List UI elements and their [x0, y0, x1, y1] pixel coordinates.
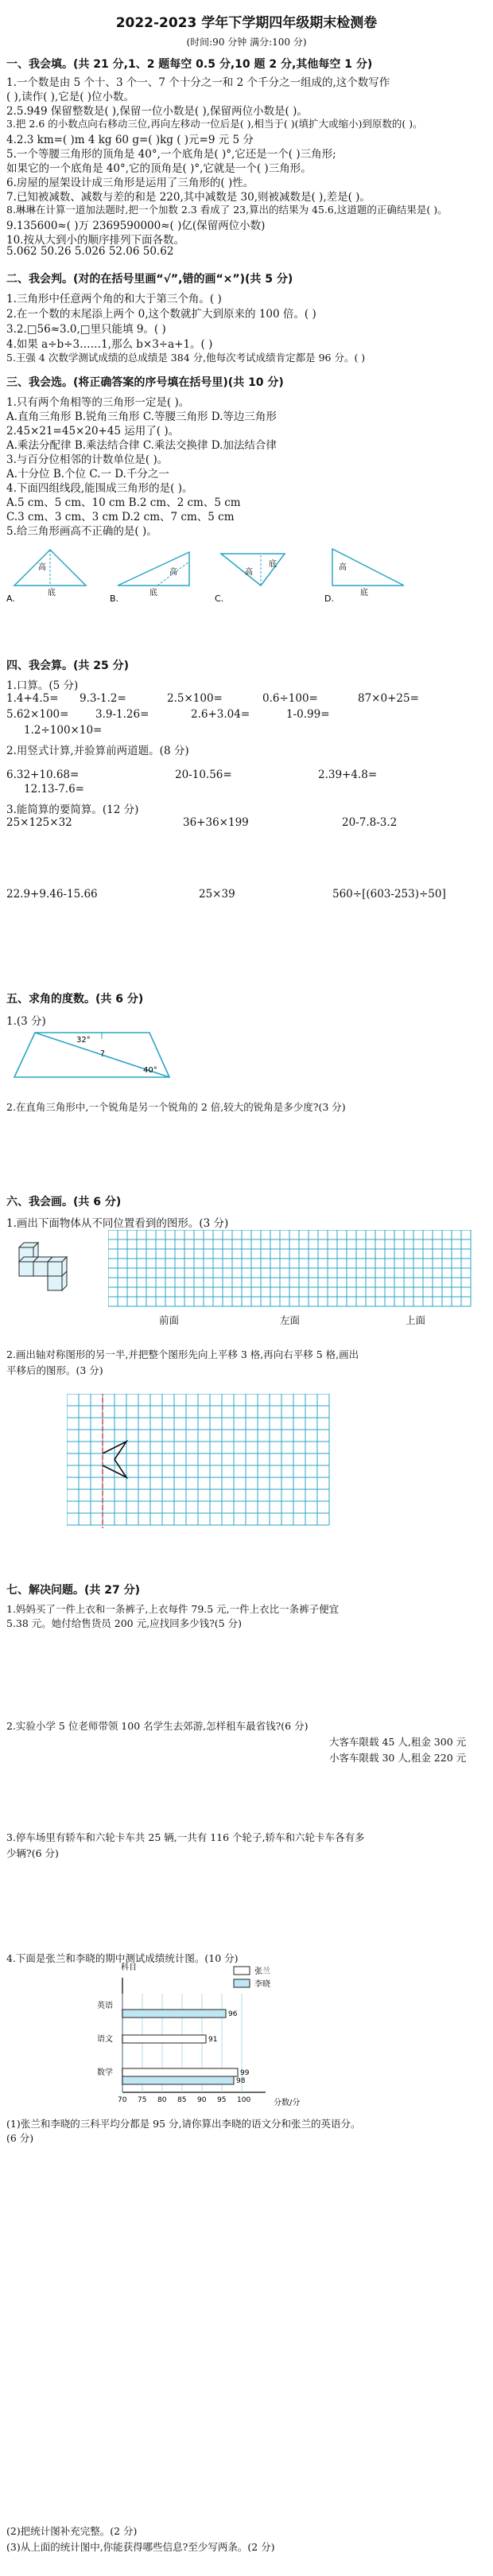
s7-q4-2: (2)把统计图补充完整。(2 分) — [6, 2525, 138, 2537]
chart-bar — [122, 2068, 238, 2076]
oral-item: 2.6+3.04= — [191, 708, 250, 721]
section-6-heading: 六、我会画。(共 6 分) — [6, 1196, 122, 1208]
chart-category-label: 数学 — [97, 2068, 113, 2077]
s1-line: 2.5.949 保留整数是( ),保留一位小数是( ),保留两位小数是( )。 — [6, 105, 308, 118]
s1-line: 1.一个数是由 5 个十、3 个一、7 个十分之一和 2 个千分之一组成的,这个数写作 — [6, 76, 390, 89]
tri-base-label: 底 — [360, 589, 368, 597]
chart-tick-label: 75 — [138, 2096, 147, 2104]
s3-line: A.直角三角形 B.锐角三角形 C.等腰三角形 D.等边三角形 — [6, 411, 277, 423]
view-label-left: 左面 — [280, 1314, 301, 1326]
s3-line: A.乘法分配律 B.乘法结合律 C.乘法交换律 D.加法结合律 — [6, 439, 277, 452]
view-label-front: 前面 — [159, 1314, 180, 1326]
simplify-item: 25×39 — [199, 888, 235, 901]
s3-line: 3.与百分位相邻的计数单位是( )。 — [6, 453, 169, 466]
s7-q4-1-line1: (1)张兰和李晓的三科平均分都是 95 分,请你算出李晓的语文分和张兰的英语分。 — [6, 2118, 361, 2130]
angle-label-unknown: ? — [100, 1049, 105, 1059]
chart-tick-label: 90 — [197, 2096, 207, 2104]
s3-line: A.十分位 B.个位 C.一 D.千分之一 — [6, 468, 169, 481]
s7-q4: 4.下面是张兰和李晓的期中测试成绩统计图。(10 分) — [6, 1952, 239, 1964]
s4-vertical-title: 2.用竖式计算,并验算前两道题。(8 分) — [6, 745, 189, 757]
s7-q1-line1: 1.妈妈买了一件上衣和一条裤子,上衣每件 79.5 元,一件上衣比一条裤子便宜 — [6, 1603, 340, 1615]
s6-q2-line2: 平移后的图形。(3 分) — [6, 1364, 103, 1376]
tri-high-label: 高 — [245, 568, 253, 577]
vertical-item: 2.39+4.8= — [318, 769, 378, 781]
s4-oral-title: 1.口算。(5 分) — [6, 679, 79, 692]
angle-figure — [6, 1028, 181, 1084]
section-3-heading: 三、我会选。(将正确答案的序号填在括号里)(共 10 分) — [6, 376, 284, 389]
vertical-item: 6.32+10.68= — [6, 769, 80, 781]
oral-item: 1.4+4.5= — [6, 692, 59, 705]
s7-q4-1-line2: (6 分) — [6, 2132, 34, 2144]
tri-base-label: 底 — [48, 589, 56, 597]
s2-line: 3.2.□56≈3.0,□里只能填 9。( ) — [6, 323, 166, 336]
vertical-item: 20-10.56= — [175, 769, 232, 781]
view-drawing-grid — [108, 1230, 482, 1309]
chart-tick-label: 100 — [237, 2096, 251, 2104]
oral-item: 9.3-1.2= — [80, 692, 126, 705]
s3-line: A.5 cm、5 cm、10 cm B.2 cm、2 cm、5 cm — [6, 496, 241, 509]
triangle-a — [6, 550, 86, 603]
chart-x-axis-label: 分数/分 — [274, 2099, 301, 2107]
page-subtitle: (时间:90 分钟 满分:100 分) — [186, 37, 307, 48]
chart-tick-label: 70 — [118, 2096, 127, 2104]
chart-y-axis-label: 科目 — [121, 1963, 137, 1972]
chart-data-label: 96 — [228, 2010, 238, 2018]
chart-tick-label: 95 — [217, 2096, 227, 2104]
chart-tick-label: 80 — [157, 2096, 167, 2104]
triangle-b — [110, 552, 189, 603]
section-7-heading: 七、解决问题。(共 27 分) — [6, 1584, 141, 1597]
s4-simplify-title: 3.能简算的要简算。(12 分) — [6, 804, 139, 816]
simplify-item: 22.9+9.46-15.66 — [6, 888, 98, 901]
s1-line: 5.一个等腰三角形的顶角是 40°,一个底角是( )°,它还是一个( )三角形; — [6, 148, 336, 161]
oral-item: 0.6÷100= — [262, 692, 318, 705]
symmetry-grid — [67, 1394, 337, 1529]
triangle-options — [6, 538, 468, 603]
cube-stack — [11, 1239, 99, 1295]
chart-data-label: 99 — [240, 2069, 250, 2077]
s7-q2-small-bus: 小客车限载 30 人,租金 220 元 — [329, 1752, 467, 1764]
chart-bar — [122, 2010, 226, 2018]
tri-high-label: 高 — [38, 563, 46, 572]
oral-item: 87×0+25= — [358, 692, 419, 705]
s3-line: 1.只有两个角相等的三角形一定是( )。 — [6, 396, 190, 409]
simplify-item: 20-7.8-3.2 — [342, 816, 398, 829]
section-5-heading: 五、求角的度数。(共 6 分) — [6, 993, 144, 1006]
oral-item: 1.2÷100×10= — [24, 724, 103, 737]
oral-item: 5.62×100= — [6, 708, 69, 721]
s7-q2-big-bus: 大客车限载 45 人,租金 300 元 — [329, 1736, 467, 1748]
chart-tick-label: 85 — [177, 2096, 187, 2104]
simplify-item: 560÷[(603-253)÷50] — [332, 888, 446, 901]
s1-line: 5.062 50.26 5.026 52.06 50.62 — [6, 245, 174, 258]
s1-line: 10.按从大到小的顺序排列下面各数。 — [6, 234, 184, 247]
s1-line: ( ),读作( ),它是( )位小数。 — [6, 91, 135, 103]
triangle-d — [324, 549, 404, 603]
oral-item: 2.5×100= — [167, 692, 223, 705]
legend-label-zhanglan: 张兰 — [254, 1967, 270, 1976]
s7-q4-3: (3)从上面的统计图中,你能获得哪些信息?至少写两条。(2 分) — [6, 2541, 275, 2553]
legend-label-lixiao: 李晓 — [254, 1980, 270, 1989]
s7-q3-line2: 少辆?(6 分) — [6, 1847, 59, 1859]
s5-q1: 1.(3 分) — [6, 1015, 46, 1028]
tri-option-label: A. — [6, 593, 15, 603]
simplify-item: 25×125×32 — [6, 816, 72, 829]
tri-base-label: 底 — [149, 589, 157, 597]
chart-data-label: 98 — [236, 2077, 246, 2085]
s7-q2: 2.实验小学 5 位老师带领 100 名学生去郊游,怎样租车最省钱?(6 分) — [6, 1720, 309, 1732]
s2-line: 1.三角形中任意两个角的和大于第三个角。( ) — [6, 293, 222, 305]
s1-line: 8.琳琳在计算一道加法题时,把一个加数 2.3 看成了 23,算出的结果为 45.6,这道题的正确结果是( )。 — [6, 204, 448, 216]
legend-swatch-zhanglan — [234, 1967, 250, 1975]
chart-bar — [122, 2035, 206, 2043]
s1-line: 7.已知被减数、减数与差的和是 220,其中减数是 30,则被减数是( ),差是( )。 — [6, 191, 371, 204]
angle-label-40: 40° — [143, 1066, 157, 1075]
section-4-heading: 四、我会算。(共 25 分) — [6, 660, 130, 672]
s2-line: 5.王强 4 次数学测试成绩的总成绩是 384 分,他每次考试成绩肯定都是 96 分。( ) — [6, 352, 366, 364]
s7-q1-line2: 5.38 元。她付给售货员 200 元,应找回多少钱?(5 分) — [6, 1617, 242, 1629]
oral-item: 1-0.99= — [286, 708, 330, 721]
s1-line: 9.135600≈( )万 2369590000≈( )亿(保留两位小数) — [6, 220, 266, 232]
s2-line: 2.在一个数的末尾添上两个 0,这个数就扩大到原来的 100 倍。( ) — [6, 308, 316, 321]
page-title: 2022-2023 学年下学期四年级期末检测卷 — [115, 15, 378, 31]
s7-q3-line1: 3.停车场里有轿车和六轮卡车共 25 辆,一共有 116 个轮子,轿车和六轮卡车各有多 — [6, 1831, 365, 1843]
s1-line: 4.2.3 km=( )m 4 kg 60 g=( )kg ( )元=9 元 5 分 — [6, 134, 254, 146]
tri-option-label: C. — [215, 593, 224, 603]
s6-q1: 1.画出下面物体从不同位置看到的图形。(3 分) — [6, 1217, 229, 1230]
legend-swatch-lixiao — [234, 1979, 250, 1987]
tri-base-label: 底 — [269, 560, 277, 569]
chart-data-label: 91 — [208, 2036, 218, 2044]
view-label-top: 上面 — [406, 1314, 426, 1326]
chart-bar — [122, 2076, 234, 2084]
s3-line: C.3 cm、3 cm、3 cm D.2 cm、7 cm、5 cm — [6, 511, 235, 523]
s1-line: 6.房屋的屋架设计成三角形是运用了三角形的( )性。 — [6, 177, 254, 189]
tri-option-label: D. — [324, 593, 334, 603]
s3-line: 5.给三角形画高不正确的是( )。 — [6, 525, 157, 538]
tri-option-label: B. — [110, 593, 119, 603]
chart-legend — [234, 1966, 270, 1989]
section-2-heading: 二、我会判。(对的在括号里画“√”,错的画“×”)(共 5 分) — [6, 273, 293, 286]
chart-category-label: 语文 — [97, 2035, 113, 2044]
angle-label-32: 32° — [76, 1036, 91, 1045]
section-1-heading: 一、我会填。(共 21 分,1、2 题每空 0.5 分,10 题 2 分,其他每空 1 分) — [6, 58, 373, 71]
tri-high-label: 高 — [339, 563, 347, 572]
chart-category-label: 英语 — [97, 2002, 113, 2010]
s3-line: 2.45×21=45×20+45 运用了( )。 — [6, 425, 180, 438]
s3-line: 4.下面四组线段,能围成三角形的是( )。 — [6, 482, 193, 495]
half-figure — [103, 1442, 126, 1477]
score-bar-chart — [67, 1960, 305, 2113]
s1-line: 3.把 2.6 的小数点向右移动三位,再向左移动一位后是( ),相当于( )(填扩大或缩小)到原数的( )。 — [6, 118, 423, 130]
triangle-c — [215, 554, 285, 603]
simplify-item: 36+36×199 — [183, 816, 249, 829]
oral-item: 3.9-1.26= — [95, 708, 149, 721]
vertical-item: 12.13-7.6= — [24, 783, 84, 796]
s2-line: 4.如果 a÷b÷3……1,那么 b×3÷a+1。( ) — [6, 338, 213, 351]
s5-q2: 2.在直角三角形中,一个锐角是另一个锐角的 2 倍,较大的锐角是多少度?(3 分) — [6, 1101, 346, 1113]
s6-q2-line1: 2.画出轴对称图形的另一半,并把整个图形先向上平移 3 格,再向右平移 5 格,画出 — [6, 1348, 359, 1360]
tri-high-label: 高 — [169, 568, 177, 577]
s1-line: 如果它的一个底角是 40°,它的顶角是( )°,它就是一个( )三角形。 — [6, 162, 312, 175]
